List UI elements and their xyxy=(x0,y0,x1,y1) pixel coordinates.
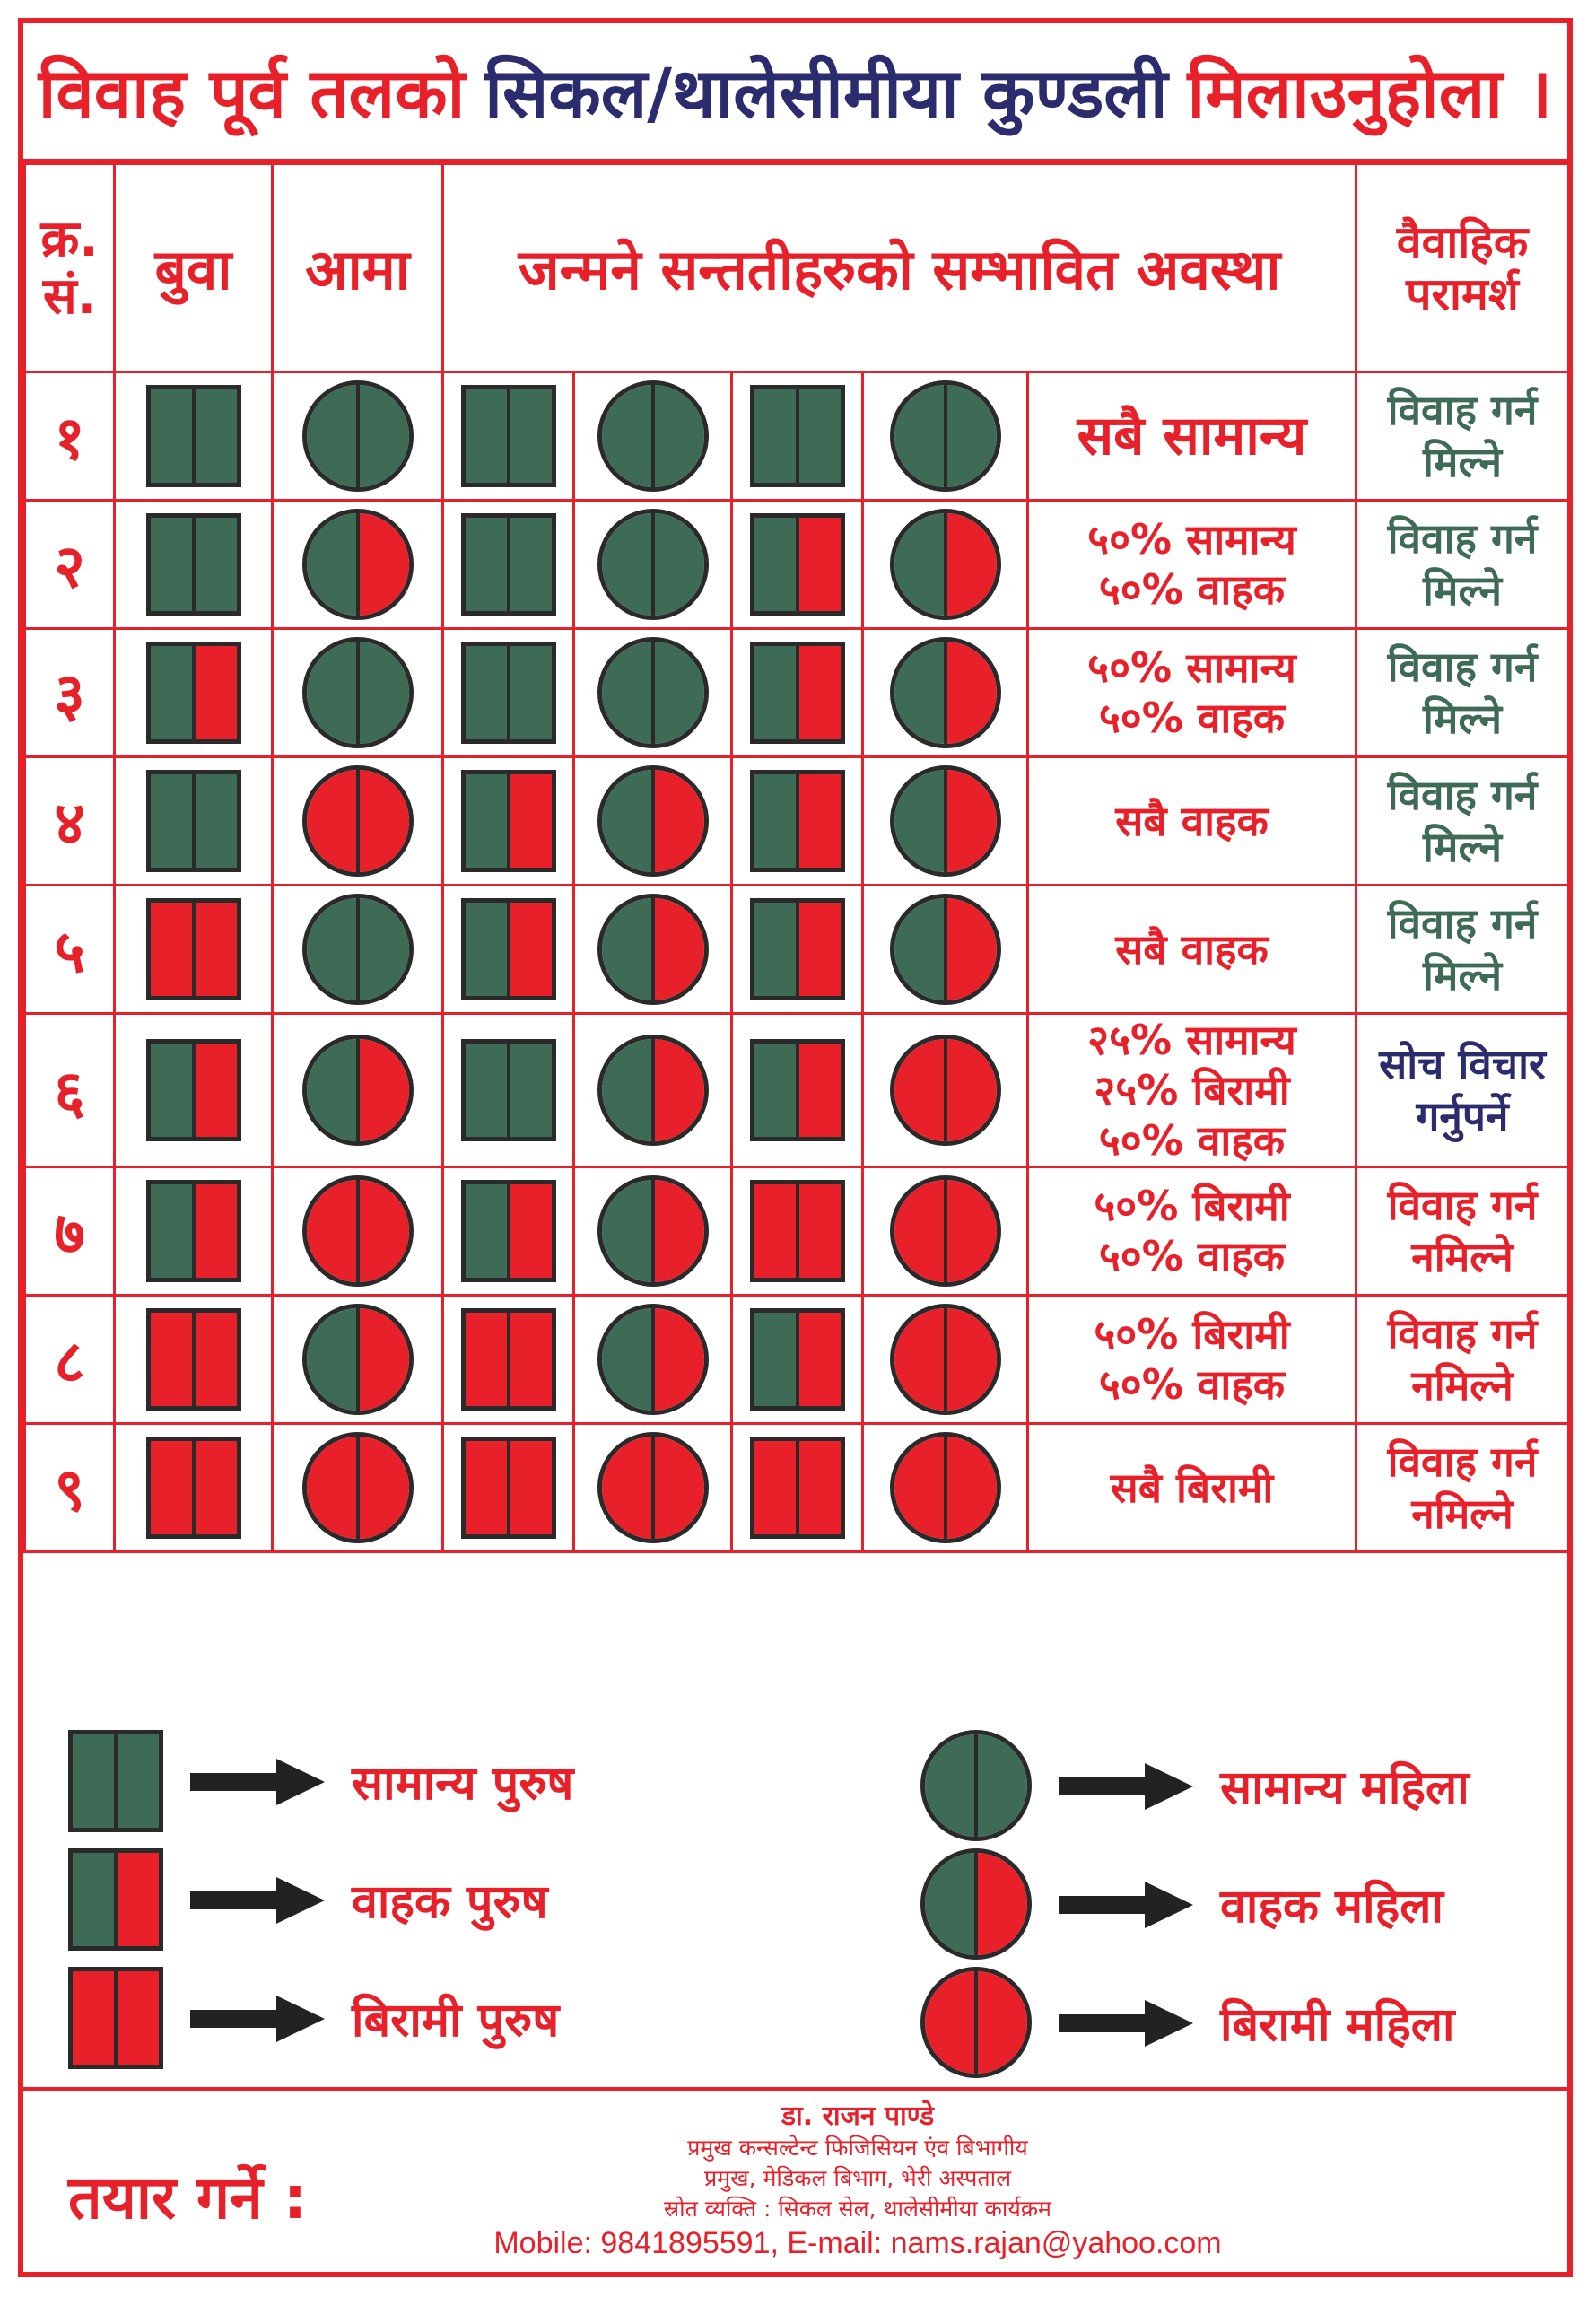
footer xyxy=(23,2091,1567,2270)
result-line: ५०% सामान्य xyxy=(1087,515,1296,563)
offspring-cell xyxy=(574,1296,732,1424)
father-cell xyxy=(115,501,273,629)
offspring-cell xyxy=(574,1014,732,1167)
table-row xyxy=(25,372,1569,501)
row-number: ६ xyxy=(25,1014,115,1167)
carrier-male-symbol xyxy=(68,1848,163,1951)
row-number: ४ xyxy=(25,757,115,886)
daughter-symbol-carrier xyxy=(890,637,1001,748)
father-symbol-carrier xyxy=(146,1180,241,1282)
mother-cell xyxy=(273,886,443,1014)
result-cell xyxy=(1028,886,1356,1014)
mother-symbol-normal xyxy=(302,894,414,1005)
offspring-cell xyxy=(443,886,574,1014)
offspring-cell xyxy=(443,1014,574,1167)
author-title-line-2: प्रमुख, मेडिकल बिभाग, भेरी अस्पताल xyxy=(703,2165,1012,2191)
offspring-cell xyxy=(732,1014,863,1167)
arrow-icon xyxy=(1059,1882,1193,1926)
table-row xyxy=(25,629,1569,757)
son-symbol-carrier xyxy=(461,898,556,1000)
son-symbol-normal xyxy=(461,1039,556,1141)
offspring-cell xyxy=(732,629,863,757)
daughter-symbol-diseased xyxy=(890,1175,1001,1287)
mother-cell xyxy=(273,501,443,629)
mother-symbol-diseased xyxy=(302,1432,414,1543)
result-line: ५०% बिरामी xyxy=(1094,1182,1290,1230)
row-number: २ xyxy=(25,501,115,629)
daughter-symbol-normal xyxy=(890,380,1001,492)
mother-cell xyxy=(273,757,443,886)
mother-header: आमा xyxy=(273,164,443,372)
son-symbol-carrier xyxy=(750,898,845,1000)
daughter-symbol-normal xyxy=(597,509,709,620)
advice-cell: विवाह गर्न नमिल्ने xyxy=(1356,1167,1569,1296)
table-row xyxy=(25,886,1569,1014)
offspring-cell xyxy=(443,629,574,757)
offspring-cell xyxy=(732,501,863,629)
father-symbol-normal xyxy=(146,513,241,616)
son-symbol-carrier xyxy=(750,513,845,616)
offspring-cell xyxy=(574,757,732,886)
daughter-symbol-diseased xyxy=(890,1304,1001,1415)
offspring-cell xyxy=(863,629,1028,757)
offspring-cell xyxy=(863,757,1028,886)
legend-label: वाहक पुरुष xyxy=(352,1874,548,1929)
offspring-cell xyxy=(732,372,863,501)
daughter-symbol-carrier xyxy=(890,765,1001,877)
result-cell xyxy=(1028,1014,1356,1167)
daughter-symbol-normal xyxy=(597,380,709,492)
diseased-female-symbol xyxy=(920,1967,1032,2078)
offspring-cell xyxy=(863,372,1028,501)
offspring-cell xyxy=(863,1424,1028,1552)
daughter-symbol-carrier xyxy=(597,1035,709,1146)
arrow-icon xyxy=(190,1877,325,1922)
arrow-icon xyxy=(190,1996,325,2040)
son-symbol-carrier xyxy=(750,642,845,744)
mother-cell xyxy=(273,629,443,757)
father-cell xyxy=(115,1296,273,1424)
son-symbol-carrier xyxy=(750,1308,845,1411)
legend-label: सामान्य पुरुष xyxy=(352,1756,574,1811)
title-part-1: विवाह पूर्व तलको xyxy=(38,53,466,133)
mother-cell xyxy=(273,1167,443,1296)
daughter-symbol-carrier xyxy=(597,894,709,1005)
son-symbol-diseased xyxy=(750,1437,845,1539)
advice-header: वैवाहिक परामर्श xyxy=(1356,164,1569,372)
row-number: ५ xyxy=(25,886,115,1014)
table-row xyxy=(25,501,1569,629)
result-cell xyxy=(1028,1424,1356,1552)
legend-carrier-male xyxy=(68,1848,548,1951)
row-number: ८ xyxy=(25,1296,115,1424)
offspring-cell xyxy=(863,886,1028,1014)
result-line: ५०% वाहक xyxy=(1098,1116,1286,1165)
result-line: ५०% वाहक xyxy=(1098,1232,1286,1280)
offspring-cell xyxy=(443,757,574,886)
legend-label: सामान्य महिला xyxy=(1220,1760,1470,1815)
legend-normal-female xyxy=(920,1730,1470,1841)
mother-cell xyxy=(273,1424,443,1552)
table-row xyxy=(25,1167,1569,1296)
son-symbol-carrier xyxy=(750,770,845,872)
mother-symbol-diseased xyxy=(302,1175,414,1287)
daughter-symbol-carrier xyxy=(597,1175,709,1287)
advice-cell: विवाह गर्न नमिल्ने xyxy=(1356,1424,1569,1552)
legend-label: बिरामी पुरुष xyxy=(352,1993,560,2048)
result-line: ५०% वाहक xyxy=(1098,694,1286,742)
son-symbol-normal xyxy=(461,513,556,616)
advice-cell: विवाह गर्न मिल्ने xyxy=(1356,629,1569,757)
father-cell xyxy=(115,372,273,501)
row-number: १ xyxy=(25,372,115,501)
arrow-icon xyxy=(1059,2000,1193,2045)
offspring-cell xyxy=(732,886,863,1014)
table-row xyxy=(25,1424,1569,1552)
father-symbol-carrier xyxy=(146,1039,241,1141)
father-cell xyxy=(115,629,273,757)
result-cell xyxy=(1028,501,1356,629)
prepared-by-label: तयार गर्ने : xyxy=(68,2163,308,2232)
son-symbol-carrier xyxy=(461,770,556,872)
father-cell xyxy=(115,1167,273,1296)
offspring-cell xyxy=(443,372,574,501)
daughter-symbol-carrier xyxy=(597,1304,709,1415)
mother-symbol-normal xyxy=(302,380,414,492)
title-part-3: मिलाउनुहोला । xyxy=(1187,53,1553,133)
son-symbol-diseased xyxy=(461,1308,556,1411)
mother-symbol-carrier xyxy=(302,509,414,620)
result-line: ५०% बिरामी xyxy=(1094,1310,1290,1358)
result-line: ५०% सामान्य xyxy=(1087,643,1296,692)
diseased-male-symbol xyxy=(68,1967,163,2069)
result-cell xyxy=(1028,629,1356,757)
title-part-2: सिकल/थालेसीमीया कुण्डली xyxy=(484,53,1168,133)
mother-symbol-normal xyxy=(302,637,414,748)
father-symbol-diseased xyxy=(146,1308,241,1411)
legend-label: वाहक महिला xyxy=(1220,1879,1443,1934)
offspring-cell xyxy=(574,501,732,629)
result-cell xyxy=(1028,1167,1356,1296)
offspring-cell xyxy=(574,372,732,501)
legend-label: बिरामी महिला xyxy=(1220,1997,1455,2052)
mother-cell xyxy=(273,372,443,501)
son-symbol-diseased xyxy=(750,1180,845,1282)
offspring-cell xyxy=(732,757,863,886)
advice-cell: विवाह गर्न नमिल्ने xyxy=(1356,1296,1569,1424)
table-header xyxy=(25,164,1569,372)
mother-cell xyxy=(273,1296,443,1424)
result-line: २५% बिरामी xyxy=(1094,1066,1290,1114)
legend xyxy=(23,1714,1567,2091)
mother-symbol-carrier xyxy=(302,1304,414,1415)
normal-male-symbol xyxy=(68,1730,163,1832)
result-line: ५०% वाहक xyxy=(1098,565,1286,614)
compatibility-table xyxy=(23,162,1570,1553)
result-line: सबै बिरामी xyxy=(1110,1463,1274,1512)
father-symbol-diseased xyxy=(146,1437,241,1539)
mother-symbol-diseased xyxy=(302,765,414,877)
carrier-female-symbol xyxy=(920,1848,1032,1960)
offspring-cell xyxy=(574,1167,732,1296)
son-symbol-normal xyxy=(461,642,556,744)
result-line: सबै वाहक xyxy=(1115,925,1269,974)
son-symbol-carrier xyxy=(461,1180,556,1282)
serial-header: क्र. सं. xyxy=(25,164,115,372)
father-symbol-normal xyxy=(146,385,241,487)
daughter-symbol-carrier xyxy=(890,509,1001,620)
offspring-cell xyxy=(732,1424,863,1552)
offspring-cell xyxy=(443,1424,574,1552)
legend-normal-male xyxy=(68,1730,573,1832)
advice-cell: विवाह गर्न मिल्ने xyxy=(1356,501,1569,629)
offspring-cell xyxy=(574,886,732,1014)
author-title-line-3: स्रोत व्यक्ति : सिकल सेल, थालेसीमीया कार्यक्रम xyxy=(664,2196,1051,2222)
offspring-cell xyxy=(863,501,1028,629)
offspring-header: जन्मने सन्ततीहरुको सम्भावित अवस्था xyxy=(443,164,1356,372)
father-symbol-carrier xyxy=(146,642,241,744)
offspring-cell xyxy=(443,501,574,629)
legend-carrier-female xyxy=(920,1848,1443,1960)
son-symbol-normal xyxy=(461,385,556,487)
result-line: ५०% वाहक xyxy=(1098,1360,1286,1409)
father-header: बुवा xyxy=(115,164,273,372)
legend-diseased-female xyxy=(920,1967,1454,2078)
daughter-symbol-diseased xyxy=(890,1432,1001,1543)
son-symbol-carrier xyxy=(750,1039,845,1141)
offspring-cell xyxy=(863,1167,1028,1296)
offspring-cell xyxy=(443,1167,574,1296)
result-cell xyxy=(1028,372,1356,501)
son-symbol-diseased xyxy=(461,1437,556,1539)
result-line: सबै वाहक xyxy=(1115,797,1269,845)
father-cell xyxy=(115,1424,273,1552)
daughter-symbol-diseased xyxy=(597,1432,709,1543)
daughter-symbol-normal xyxy=(597,637,709,748)
offspring-cell xyxy=(863,1014,1028,1167)
contact-info: Mobile: 9841895591, E-mail: nams.rajan@yahoo.com xyxy=(493,2226,1222,2260)
table-row xyxy=(25,1014,1569,1167)
arrow-icon xyxy=(1059,1763,1193,1808)
father-symbol-diseased xyxy=(146,898,241,1000)
advice-cell: सोच विचार गर्नुपर्ने xyxy=(1356,1014,1569,1167)
daughter-symbol-carrier xyxy=(890,894,1001,1005)
result-line: सबै सामान्य xyxy=(1077,405,1307,467)
author-title-line-1: प्रमुख कन्सल्टेन्ट फिजिसियन एंव बिभागीय xyxy=(687,2135,1028,2161)
father-symbol-normal xyxy=(146,770,241,872)
poster-title xyxy=(23,23,1567,162)
advice-cell: विवाह गर्न मिल्ने xyxy=(1356,372,1569,501)
result-cell xyxy=(1028,757,1356,886)
author-credits xyxy=(472,2096,1243,2261)
table-row xyxy=(25,757,1569,886)
advice-cell: विवाह गर्न मिल्ने xyxy=(1356,886,1569,1014)
author-name: डा. राजन पाण्डे xyxy=(781,2100,935,2132)
father-cell xyxy=(115,886,273,1014)
normal-female-symbol xyxy=(920,1730,1032,1841)
father-cell xyxy=(115,1014,273,1167)
result-cell xyxy=(1028,1296,1356,1424)
arrow-icon xyxy=(190,1759,325,1804)
offspring-cell xyxy=(443,1296,574,1424)
daughter-symbol-carrier xyxy=(597,765,709,877)
offspring-cell xyxy=(574,629,732,757)
offspring-cell xyxy=(732,1167,863,1296)
offspring-cell xyxy=(574,1424,732,1552)
son-symbol-normal xyxy=(750,385,845,487)
advice-cell: विवाह गर्न मिल्ने xyxy=(1356,757,1569,886)
mother-symbol-carrier xyxy=(302,1035,414,1146)
row-number: ३ xyxy=(25,629,115,757)
mother-cell xyxy=(273,1014,443,1167)
offspring-cell xyxy=(732,1296,863,1424)
row-number: ९ xyxy=(25,1424,115,1552)
legend-diseased-male xyxy=(68,1967,559,2069)
row-number: ७ xyxy=(25,1167,115,1296)
result-line: २५% सामान्य xyxy=(1087,1016,1296,1064)
father-cell xyxy=(115,757,273,886)
table-row xyxy=(25,1296,1569,1424)
daughter-symbol-diseased xyxy=(890,1035,1001,1146)
offspring-cell xyxy=(863,1296,1028,1424)
